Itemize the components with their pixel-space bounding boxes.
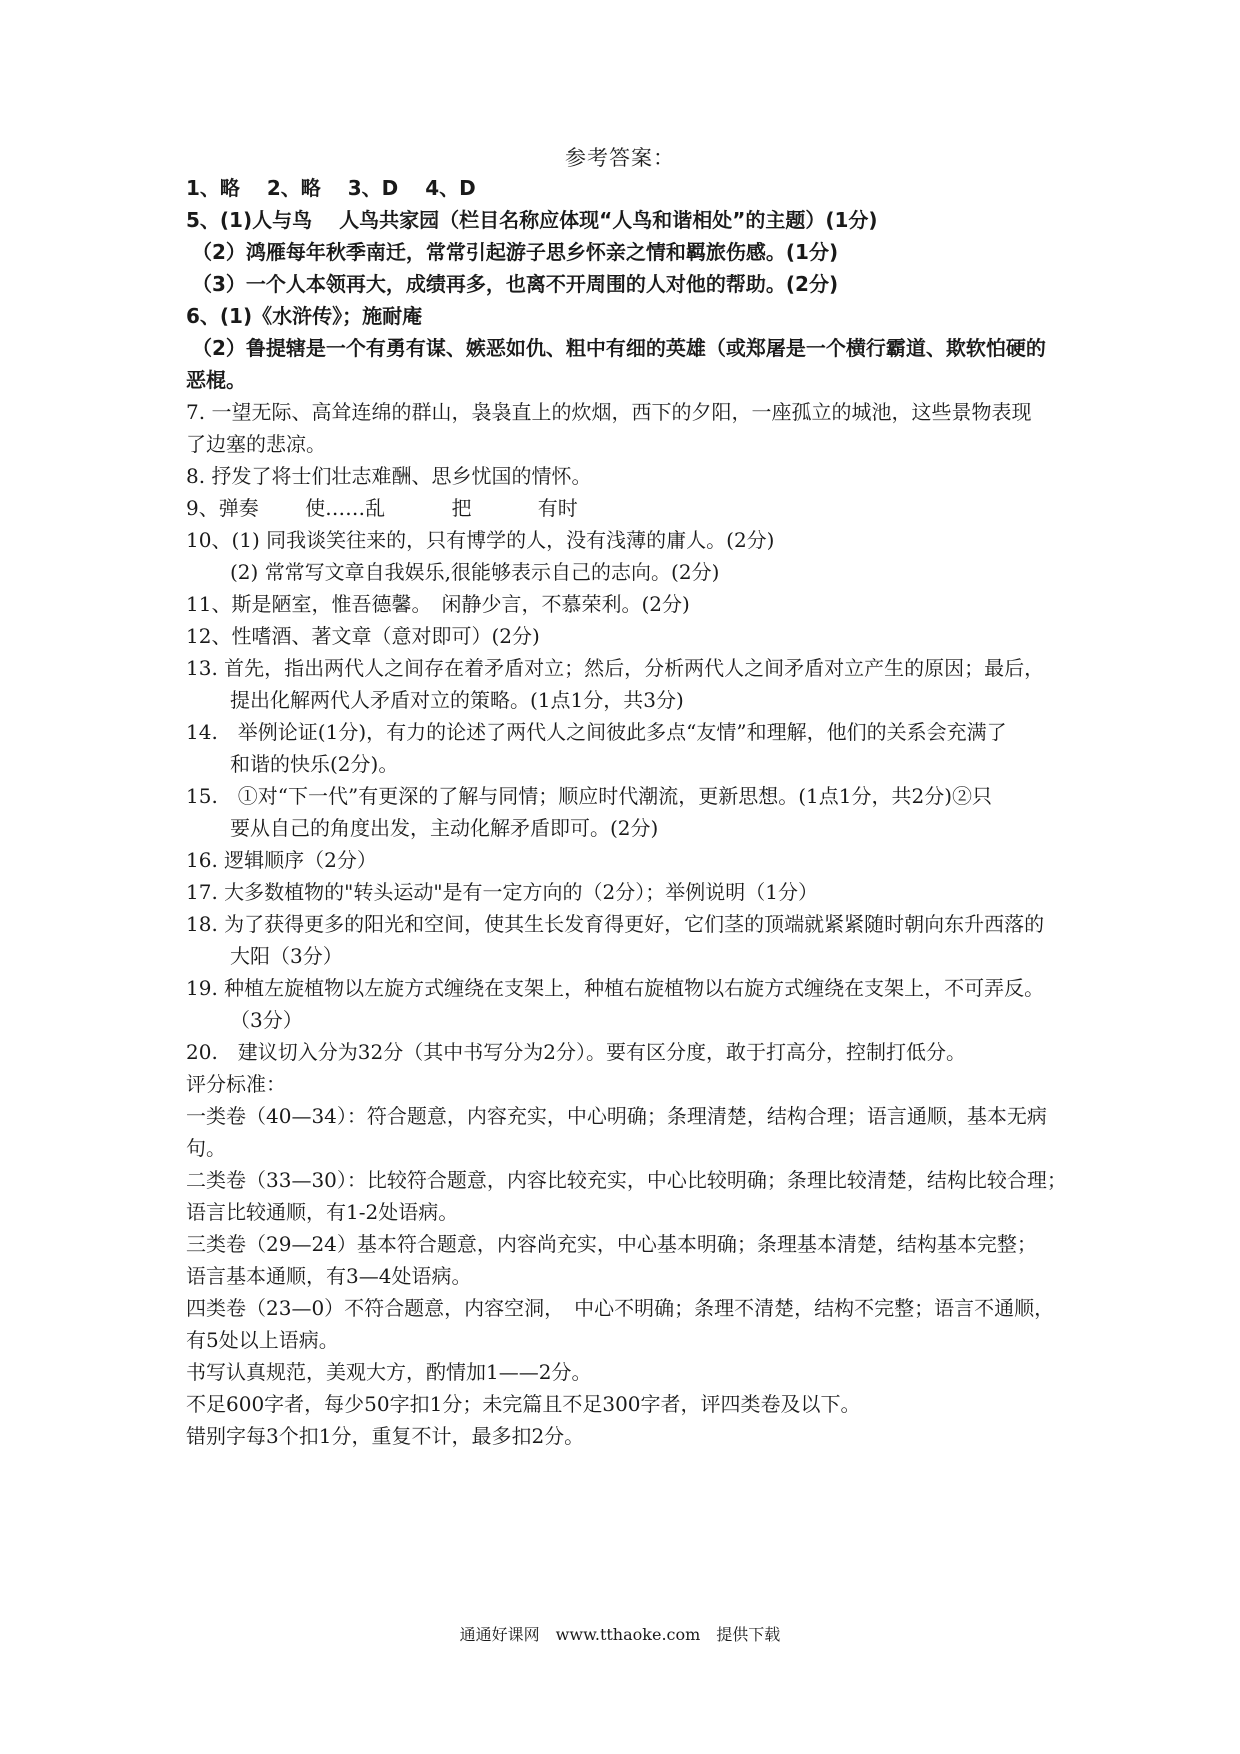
answer-line: 17. 大多数植物的"转头运动"是有一定方向的（2分）；举例说明（1分） <box>186 880 819 904</box>
answer-line: 10、(1) 同我谈笑往来的，只有博学的人，没有浅薄的庸人。(2分) <box>186 528 775 552</box>
scoring-line: 不足600字者，每少50字扣1分；未完篇且不足300字者，评四类卷及以下。 <box>186 1392 861 1416</box>
answer-line: 12、性嗜酒、著文章（意对即可）(2分) <box>186 624 540 648</box>
answer-line: 了边塞的悲凉。 <box>186 432 326 456</box>
answer-line: 大阳（3分） <box>230 944 343 968</box>
page-footer: 通通好课网 www.tthaoke.com 提供下载 <box>459 1625 781 1644</box>
answer-line: 18. 为了获得更多的阳光和空间，使其生长发育得更好，它们茎的顶端就紧紧随时朝向东升西落的 <box>186 912 1045 936</box>
answer-line: 20. 建议切入分为32分（其中书写分为2分）。要有区分度，敢于打高分，控制打低分。 <box>186 1040 966 1064</box>
answer-line: 提出化解两代人矛盾对立的策略。(1点1分，共3分) <box>230 688 684 712</box>
answer-line: 13. 首先，指出两代人之间存在着矛盾对立；然后，分析两代人之间矛盾对立产生的原因；最后， <box>186 656 1045 680</box>
answer-line: 11、斯是陋室，惟吾德馨。 闲静少言，不慕荣利。(2分) <box>186 592 690 616</box>
answer-line: (2) 常常写文章自我娱乐,很能够表示自己的志向。(2分) <box>230 560 720 584</box>
scoring-line: 一类卷（40—34）：符合题意，内容充实，中心明确；条理清楚，结构合理；语言通顺，基本无病 <box>186 1104 1047 1128</box>
scoring-line: 错别字每3个扣1分，重复不计，最多扣2分。 <box>186 1424 585 1448</box>
answer-line: 15. ①对“下一代”有更深的了解与同情；顺应时代潮流，更新思想。(1点1分，共2分)②只 <box>186 784 993 808</box>
answer-line: 6、(1)《水浒传》；施耐庵 <box>186 304 423 328</box>
answer-line: 和谐的快乐(2分)。 <box>230 752 399 776</box>
answer-line: 要从自己的角度出发，主动化解矛盾即可。(2分) <box>230 816 659 840</box>
answer-line: 14. 举例论证(1分)，有力的论述了两代人之间彼此多点“友情”和理解，他们的关系会充满了 <box>186 720 1007 744</box>
answer-line: 16. 逻辑顺序（2分） <box>186 848 377 872</box>
answer-lines <box>186 172 1106 1452</box>
scoring-line: 语言比较通顺，有1-2处语病。 <box>186 1200 459 1224</box>
scoring-line: 有5处以上语病。 <box>186 1328 339 1352</box>
answer-line: （3）一个人本领再大，成绩再多，也离不开周围的人对他的帮助。(2分) <box>192 272 839 296</box>
answer-line: 7. 一望无际、高耸连绵的群山，袅袅直上的炊烟，西下的夕阳，一座孤立的城池，这些景物表现 <box>186 400 1032 424</box>
scoring-line: 语言基本通顺，有3—4处语病。 <box>186 1264 472 1288</box>
answer-line: （3分） <box>230 1008 303 1032</box>
scoring-line: 四类卷（23—0）不符合题意，内容空洞， 中心不明确；条理不清楚，结构不完整；语言不通顺， <box>186 1296 1055 1320</box>
scoring-heading: 评分标准： <box>186 1072 286 1096</box>
answer-line: 19. 种植左旋植物以左旋方式缠绕在支架上，种植右旋植物以右旋方式缠绕在支架上，不可弄反。 <box>186 976 1045 1000</box>
scoring-line: 书写认真规范，美观大方，酌情加1——2分。 <box>186 1360 592 1384</box>
answer-line: 9、弹奏 使……乱 把 有时 <box>186 496 578 520</box>
page-title: 参考答案： <box>565 146 675 170</box>
answer-line: 恶棍。 <box>186 368 246 392</box>
scoring-line: 二类卷（33—30）：比较符合题意，内容比较充实，中心比较明确；条理比较清楚，结构比较合理； <box>186 1168 1067 1192</box>
answer-line: 5、(1)人与鸟 人鸟共家园（栏目名称应体现“人鸟和谐相处”的主题）(1分) <box>186 208 878 232</box>
answer-line: 8. 抒发了将士们壮志难酬、思乡忧国的情怀。 <box>186 464 592 488</box>
answer-line: （2）鸿雁每年秋季南迁，常常引起游子思乡怀亲之情和羁旅伤感。(1分) <box>192 240 839 264</box>
answer-line: （2）鲁提辖是一个有勇有谋、嫉恶如仇、粗中有细的英雄（或郑屠是一个横行霸道、欺软怕硬的 <box>192 336 1046 360</box>
scoring-line: 句。 <box>186 1136 226 1160</box>
answer-line: 1、略 2、略 3、D 4、D <box>186 176 476 200</box>
scoring-line: 三类卷（29—24）基本符合题意，内容尚充实，中心基本明确；条理基本清楚，结构基本完整； <box>186 1232 1037 1256</box>
